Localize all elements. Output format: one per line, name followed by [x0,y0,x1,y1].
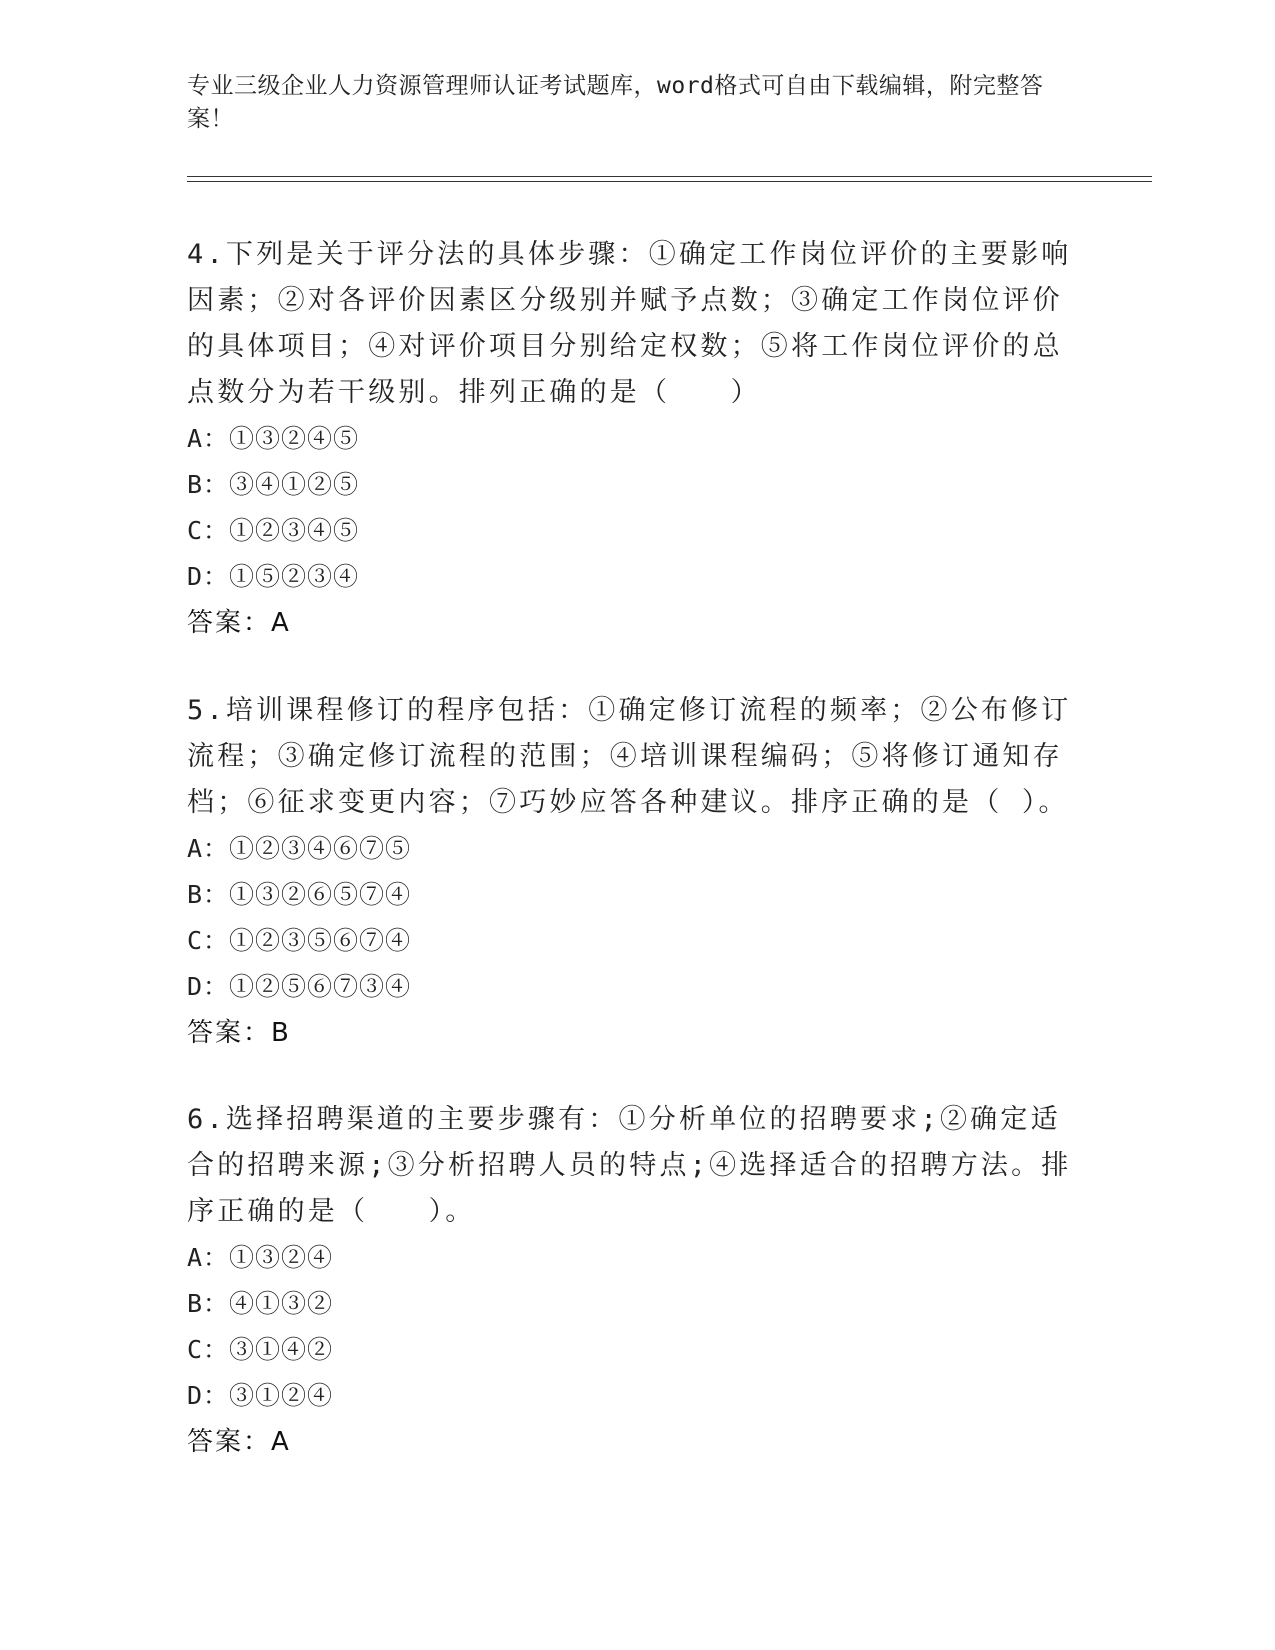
question-stem: 5.培训课程修订的程序包括：①确定修订流程的频率；②公布修订流程；③确定修订流程的范围；④培训课程编码；⑤将修订通知存档；⑥征求变更内容；⑦巧妙应答各种建议。排序正确的是（ ）。 [187,695,1072,818]
option-a: A：①③②④⑤ [187,424,360,453]
header-divider-top [187,176,1152,177]
option-d: D：①⑤②③④ [187,562,360,591]
option-b: B：③④①②⑤ [187,470,360,499]
question-4 [187,232,1082,646]
option-c: C：①②③④⑤ [187,516,360,545]
question-stem: 6.选择招聘渠道的主要步骤有：①分析单位的招聘要求;②确定适合的招聘来源;③分析招聘人员的特点;④选择适合的招聘方法。排序正确的是（ ）。 [187,1104,1072,1227]
option-c: C：③①④② [187,1335,334,1364]
header-divider-bottom [187,181,1152,182]
question-5 [187,688,1082,1056]
document-header: 专业三级企业人力资源管理师认证考试题库，word格式可自由下载编辑，附完整答案！ [187,73,1044,132]
option-a: A：①③②④ [187,1243,334,1272]
option-d: D：①②⑤⑥⑦③④ [187,972,412,1001]
answer-line: 答案：A [187,608,291,638]
option-a: A：①②③④⑥⑦⑤ [187,834,412,863]
question-6 [187,1097,1082,1465]
answer-line: 答案：A [187,1427,291,1457]
question-stem: 4.下列是关于评分法的具体步骤：①确定工作岗位评价的主要影响因素；②对各评价因素区分级别并赋予点数；③确定工作岗位评价的具体项目；④对评价项目分别给定权数；⑤将工作岗位评价的总点数分为若干级别。排列正确的是（ ） [187,239,1072,408]
answer-line: 答案：B [187,1018,291,1048]
option-b: B：①③②⑥⑤⑦④ [187,880,412,909]
option-c: C：①②③⑤⑥⑦④ [187,926,412,955]
option-d: D：③①②④ [187,1381,334,1410]
option-b: B：④①③② [187,1289,334,1318]
